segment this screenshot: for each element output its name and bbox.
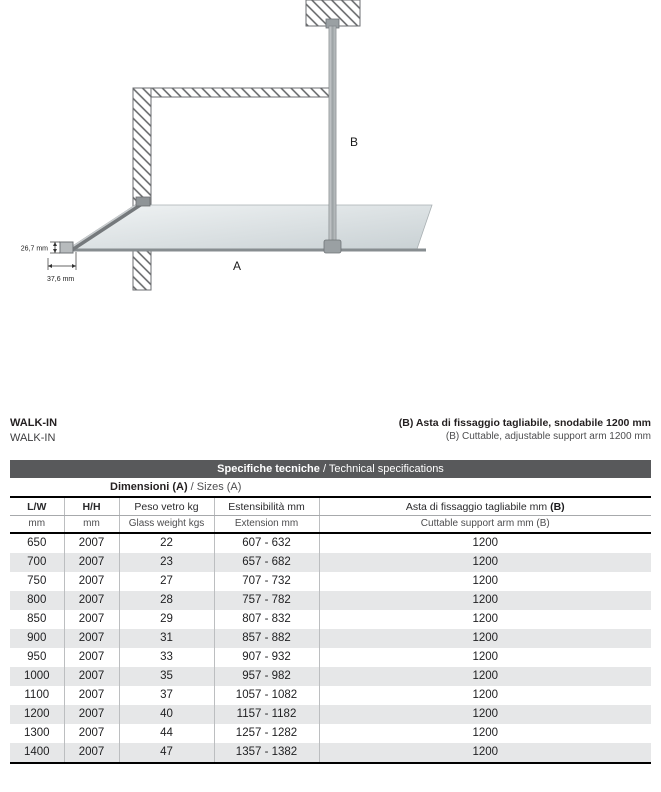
spec-cell: 1300: [23, 727, 50, 740]
spec-cell: 657 - 682: [214, 553, 319, 572]
spec-cell: 23: [119, 553, 214, 572]
spec-cell: 27: [119, 572, 214, 591]
spec-cell: 1200: [319, 686, 651, 705]
spec-cell: 1100: [24, 689, 50, 702]
spec-cell: 2007: [64, 610, 119, 629]
spec-cell: 33: [119, 648, 214, 667]
note-block: [399, 416, 651, 444]
spec-cell: 1200: [319, 553, 651, 572]
header-row-primary: [10, 497, 651, 516]
spec-cell: 2007: [64, 667, 119, 686]
spec-cell: 44: [119, 724, 214, 743]
spec-cell: 650: [27, 537, 47, 550]
support-arm: [329, 26, 336, 242]
spec-cell: 1357 - 1382: [214, 743, 319, 763]
spec-cell: 2007: [64, 572, 119, 591]
col-header-arm-text: Asta di fissaggio tagliabile mm: [405, 500, 548, 513]
spec-cell: 1200: [319, 724, 651, 743]
col-header-weight: Peso vetro kg: [119, 497, 214, 516]
product-subtitle: WALK-IN: [10, 431, 56, 444]
spec-cell: 1000: [10, 667, 64, 686]
spec-table: [10, 460, 651, 764]
spec-cell: 2007: [64, 533, 119, 553]
spec-cell: 2007: [64, 686, 119, 705]
wall-beam-hatch: [151, 88, 333, 97]
spec-row: [10, 533, 651, 553]
spec-cell: 2007: [64, 724, 119, 743]
col-header-extension: Estensibilità mm: [214, 497, 319, 516]
spec-cell: 957 - 982: [214, 667, 319, 686]
spec-cell: 757 - 782: [214, 591, 319, 610]
spec-cell: 2007: [64, 591, 119, 610]
spec-row: [10, 572, 651, 591]
table-title: [10, 460, 651, 478]
spec-row: [10, 629, 651, 648]
spec-row: [10, 591, 651, 610]
spec-cell: 2007: [64, 743, 119, 763]
spec-cell: 1157 - 1182: [214, 705, 319, 724]
spec-cell: 1400: [10, 743, 64, 763]
spec-cell: 2007: [64, 648, 119, 667]
col-header-lw: L/W: [10, 497, 64, 516]
dim-37-arrow-right: [72, 264, 76, 268]
spec-cell: 1200: [319, 533, 651, 553]
header-row-secondary: [10, 515, 651, 533]
dim-profile-depth-label: 37,6 mm: [47, 276, 75, 283]
spec-cell: 28: [119, 591, 214, 610]
wall-profile-anchor: [136, 197, 150, 206]
spec-cell: 47: [119, 743, 214, 763]
spec-cell: 2007: [64, 553, 119, 572]
table-title-it: Specifiche tecniche: [217, 462, 320, 475]
spec-cell: 1200: [319, 572, 651, 591]
table-subtitle: [10, 478, 651, 497]
spec-cell: 850: [27, 613, 47, 626]
col-subheader-hh: mm: [64, 515, 119, 533]
dim-profile-height-label: 26,7 mm: [20, 245, 48, 253]
spec-row: [10, 705, 651, 724]
spec-cell: 2007: [64, 705, 119, 724]
wall-hatch: [133, 88, 151, 290]
intro-row: [0, 416, 661, 446]
spec-cell: 800: [10, 591, 64, 610]
spec-cell: 707 - 732: [214, 572, 319, 591]
spec-cell: 29: [119, 610, 214, 629]
product-block: [10, 416, 57, 446]
col-subheader-lw: mm: [10, 515, 64, 533]
spec-cell: 1200: [10, 705, 64, 724]
spec-cell: 1200: [319, 705, 651, 724]
spec-cell: 607 - 632: [214, 533, 319, 553]
spec-cell: 1200: [319, 743, 651, 763]
dim-26-arrow-up: [53, 242, 57, 246]
product-title: WALK-IN: [10, 417, 58, 429]
dim-37-arrow-left: [48, 264, 52, 268]
spec-cell: 1200: [319, 610, 651, 629]
technical-drawing: [0, 0, 661, 310]
spec-cell: 700: [10, 553, 64, 572]
col-header-arm-suffix: (B): [550, 500, 565, 513]
spec-cell: 40: [119, 705, 214, 724]
note-title: (B) Asta di fissaggio tagliabile, snodabile 1200 mm: [398, 417, 651, 429]
spec-row: [10, 610, 651, 629]
spec-cell: 1257 - 1282: [214, 724, 319, 743]
spec-cell: 950: [27, 651, 47, 664]
spec-cell: 37: [119, 686, 214, 705]
spec-table-body: [10, 533, 651, 763]
table-title-row: [10, 460, 651, 478]
spec-cell: 907 - 932: [214, 648, 319, 667]
spec-cell: 35: [119, 667, 214, 686]
table-subtitle-it: Dimensioni (A): [110, 480, 188, 493]
spec-cell: 1057 - 1082: [214, 686, 319, 705]
spec-cell: 807 - 832: [214, 610, 319, 629]
width-label-a: A: [233, 259, 242, 273]
profile-cross-section: [60, 242, 73, 253]
support-arm-bracket: [324, 240, 341, 253]
spec-cell: 750: [27, 575, 47, 588]
spec-cell: 22: [119, 533, 214, 553]
table-title-en: / Technical specifications: [319, 462, 444, 475]
col-subheader-extension: Extension mm: [214, 515, 319, 533]
spec-cell: 857 - 882: [214, 629, 319, 648]
spec-cell: 900: [10, 629, 64, 648]
arm-label-b: B: [350, 135, 359, 149]
spec-cell: 31: [119, 629, 214, 648]
spec-cell: 2007: [64, 629, 119, 648]
note-subtitle: (B) Cuttable, adjustable support arm 1200 mm: [445, 431, 651, 443]
col-subheader-arm: Cuttable support arm mm (B): [319, 515, 651, 533]
spec-cell: 1200: [319, 648, 651, 667]
spec-row: [10, 743, 651, 763]
spec-row: [10, 686, 651, 705]
col-subheader-weight: Glass weight kgs: [119, 515, 214, 533]
col-header-arm: [319, 497, 651, 516]
spec-row: [10, 667, 651, 686]
spec-row: [10, 553, 651, 572]
table-subtitle-en: / Sizes (A): [187, 480, 242, 493]
spec-row: [10, 724, 651, 743]
spec-cell: 1200: [319, 591, 651, 610]
spec-cell: 1200: [319, 667, 651, 686]
spec-row: [10, 648, 651, 667]
table-subtitle-row: [10, 478, 651, 497]
spec-cell: 1200: [319, 629, 651, 648]
dim-26-arrow-down: [53, 249, 57, 253]
col-header-hh: H/H: [64, 497, 119, 516]
